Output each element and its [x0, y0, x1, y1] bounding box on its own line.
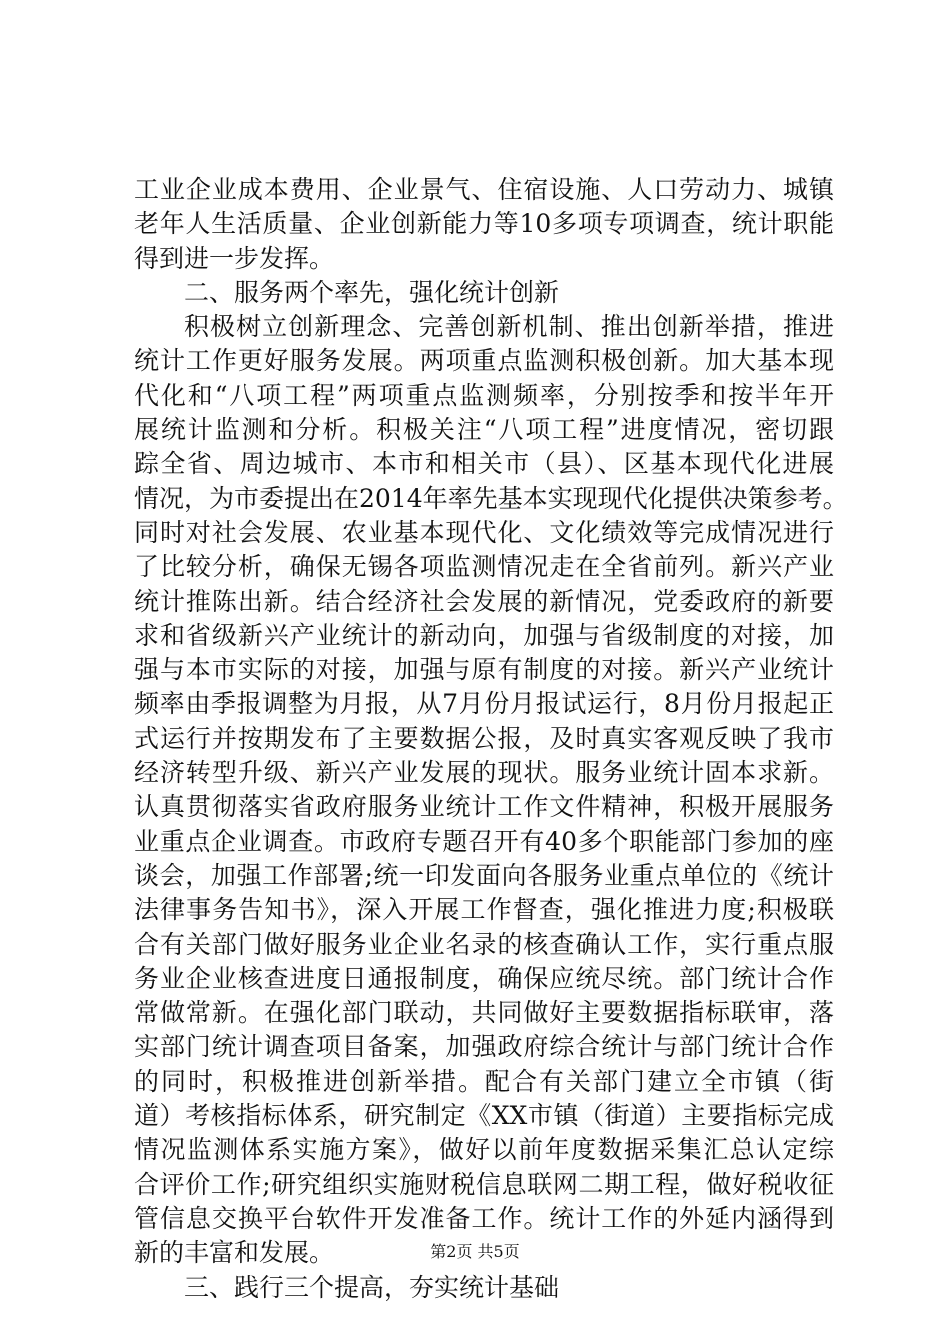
text-line: 统计推陈出新。结合经济社会发展的新情况，党委政府的新要 — [134, 586, 834, 616]
text-line: 新的丰富和发展。 — [134, 1238, 335, 1268]
text-line: 法律事务告知书》，深入开展工作督查，强化推进力度;积极联 — [134, 895, 834, 925]
text-line: 工业企业成本费用、企业景气、住宿设施、人口劳动力、城镇 — [134, 175, 834, 204]
text-line: 务业企业核查进度日通报制度，确保应统尽统。部门统计合作 — [134, 963, 834, 993]
text-line: 常做常新。在强化部门联动，共同做好主要数据指标联审，落 — [134, 998, 834, 1028]
text-line: 式运行并按期发布了主要数据公报，及时真实客观反映了我市 — [134, 723, 834, 753]
text-line: 展统计监测和分析。积极关注“八项工程”进度情况，密切跟 — [134, 415, 834, 445]
document-body — [134, 173, 848, 1305]
text-line: 合评价工作;研究组织实施财税信息联网二期工程，做好税收征 — [134, 1169, 834, 1199]
text-line: 了比较分析，确保无锡各项监测情况走在全省前列。新兴产业 — [134, 552, 834, 582]
text-line: 统计工作更好服务发展。两项重点监测积极创新。加大基本现 — [134, 346, 834, 376]
text-line: 求和省级新兴产业统计的新动向，加强与省级制度的对接，加 — [134, 620, 834, 650]
text-line: 情况监测体系实施方案》，做好以前年度数据采集汇总认定综 — [134, 1135, 834, 1165]
text-line: 谈会，加强工作部署;统一印发面向各服务业重点单位的《统计 — [134, 860, 834, 890]
text-line: 管信息交换平台软件开发准备工作。统计工作的外延内涵得到 — [134, 1203, 834, 1233]
text-line: 代化和“八项工程”两项重点监测频率，分别按季和按半年开 — [134, 380, 834, 410]
text-line: 积极树立创新理念、完善创新机制、推出创新举措，推进 — [184, 312, 834, 342]
text-line: 实部门统计调查项目备案，加强政府综合统计与部门统计合作 — [134, 1032, 834, 1062]
text-line: 踪全省、周边城市、本市和相关市（县）、区基本现代化进展 — [134, 449, 834, 479]
text-line: 情况，为市委提出在2014年率先基本实现现代化提供决策参考。 — [134, 483, 848, 513]
section-heading: 三、践行三个提高，夯实统计基础 — [184, 1272, 560, 1302]
text-line: 业重点企业调查。市政府专题召开有40多个职能部门参加的座 — [134, 826, 834, 856]
text-line: 经济转型升级、新兴产业发展的现状。服务业统计固本求新。 — [134, 758, 834, 788]
text-line: 认真贯彻落实省政府服务业统计工作文件精神，积极开展服务 — [134, 792, 834, 822]
text-line: 道）考核指标体系，研究制定《XX市镇（街道）主要指标完成 — [134, 1101, 834, 1131]
text-line: 合有关部门做好服务业企业名录的核查确认工作，实行重点服 — [134, 929, 834, 959]
text-line: 得到进一步发挥。 — [134, 243, 335, 273]
page-number-footer: 第2页 共5页 — [430, 1242, 520, 1261]
text-line: 强与本市实际的对接，加强与原有制度的对接。新兴产业统计 — [134, 655, 834, 685]
section-heading: 二、服务两个率先，强化统计创新 — [184, 277, 560, 307]
text-line: 的同时，积极推进创新举措。配合有关部门建立全市镇（街 — [134, 1066, 834, 1096]
text-line: 老年人生活质量、企业创新能力等10多项专项调查，统计职能 — [134, 209, 834, 239]
text-line: 同时对社会发展、农业基本现代化、文化绩效等完成情况进行 — [134, 517, 834, 547]
text-line: 频率由季报调整为月报，从7月份月报试运行，8月份月报起正 — [134, 689, 834, 719]
